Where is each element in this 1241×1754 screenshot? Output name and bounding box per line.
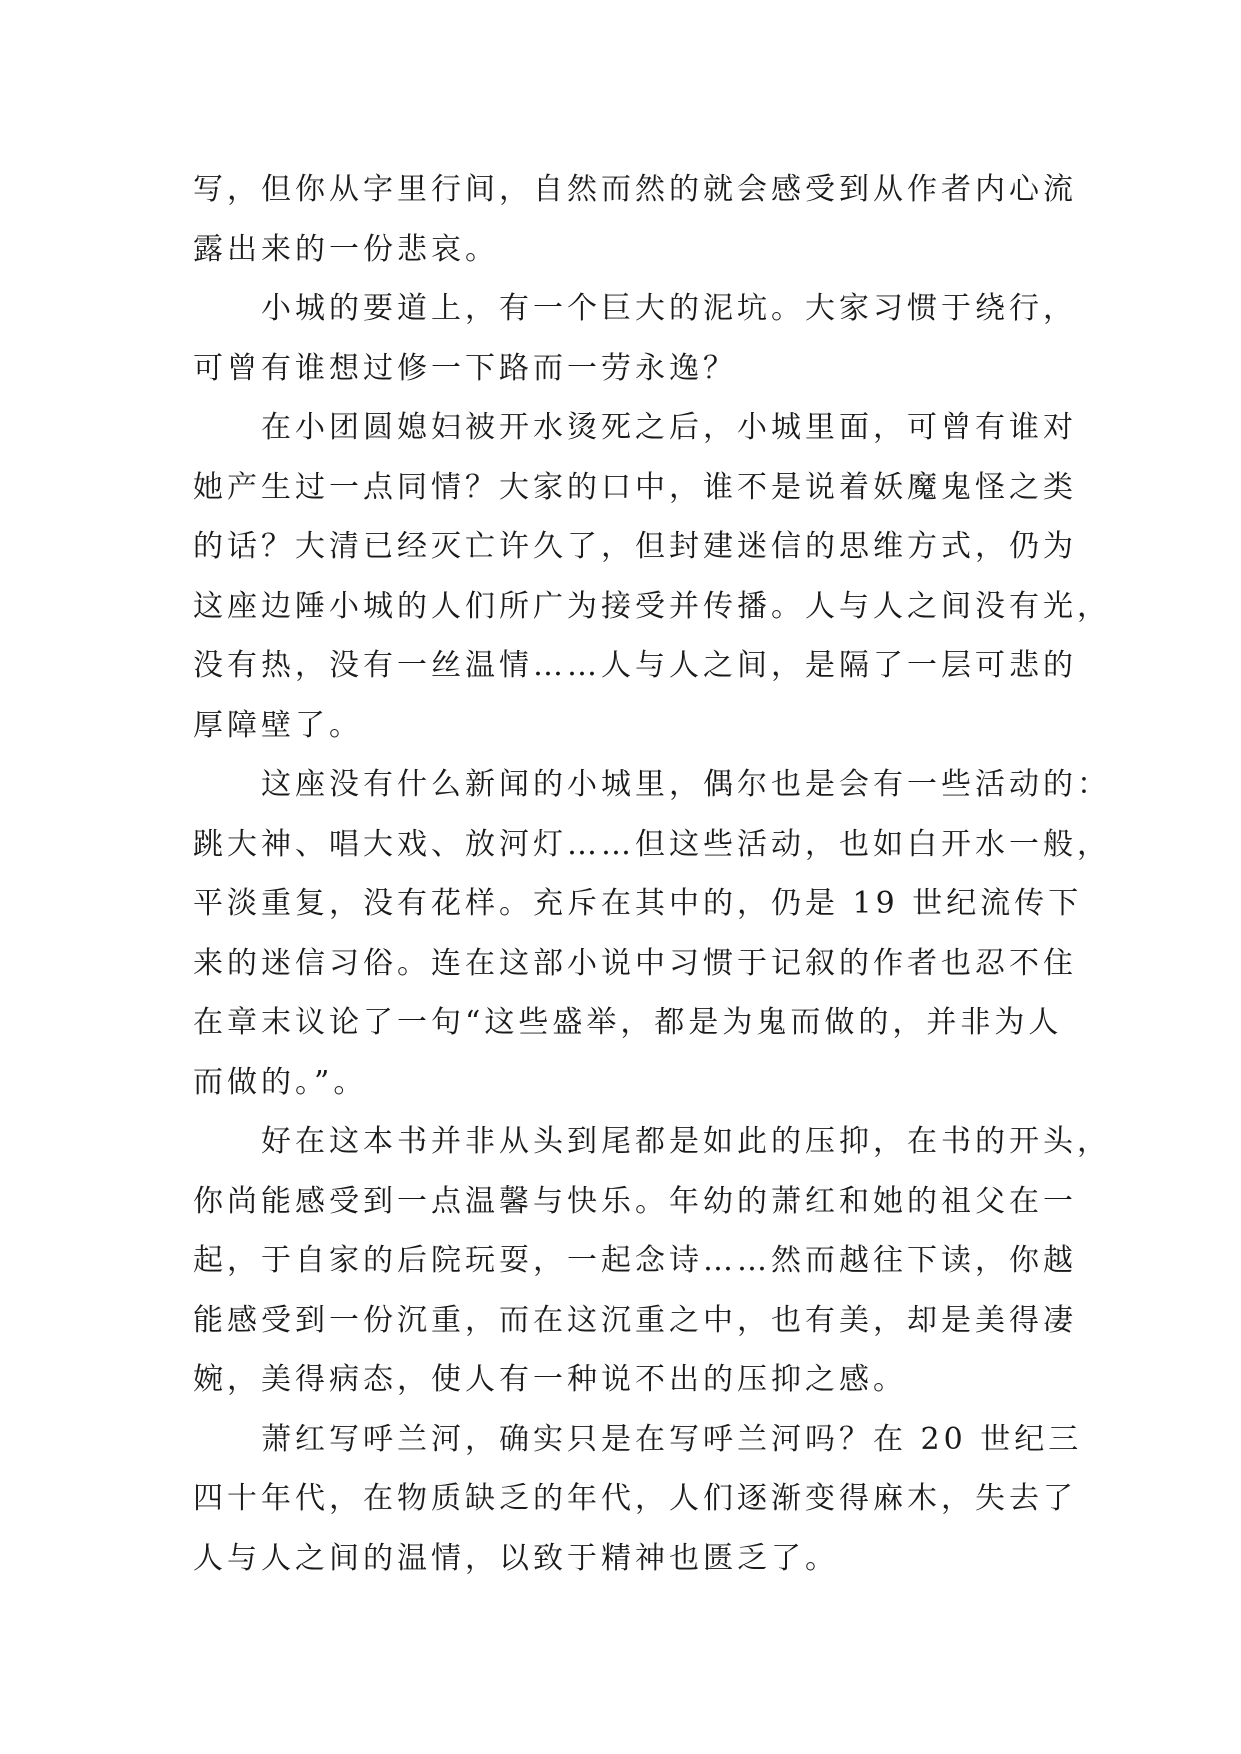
text-line: 平淡重复，没有花样。充斥在其中的，仍是 19 世纪流传下 [193, 886, 1083, 921]
text-line: 露出来的一份悲哀。 [193, 231, 499, 267]
text-line: 可曾有谁想过修一下路而一劳永逸？ [193, 350, 737, 386]
paragraph-first-line: 小城的要道上，有一个巨大的泥坑。大家习惯于绕行， [261, 291, 1077, 326]
text-line: 四十年代，在物质缺乏的年代，人们逐渐变得麻木，失去了 [193, 1481, 1077, 1516]
paragraph-first-line: 萧红写呼兰河，确实只是在写呼兰河吗？在 20 世纪三 [261, 1421, 1083, 1457]
text-line: 起，于自家的后院玩耍，一起念诗……然而越往下读，你越 [193, 1243, 1077, 1278]
text-line: 你尚能感受到一点温馨与快乐。年幼的萧红和她的祖父在一 [193, 1183, 1077, 1219]
paragraph-first-line: 在小团圆媳妇被开水烫死之后，小城里面，可曾有谁对 [261, 410, 1077, 445]
text-line: 没有热，没有一丝温情……人与人之间，是隔了一层可悲的 [193, 648, 1077, 683]
text-line: 而做的。”。 [193, 1064, 368, 1100]
text-line: 在章末议论了一句“这些盛举，都是为鬼而做的，并非为人 [193, 1005, 1063, 1040]
text-line: 人与人之间的温情，以致于精神也匮乏了。 [193, 1540, 839, 1576]
text-line: 跳大神、唱大戏、放河灯……但这些活动，也如白开水一般， [193, 826, 1111, 862]
text-line: 她产生过一点同情？大家的口中，谁不是说着妖魔鬼怪之类 [193, 469, 1077, 505]
paragraph-first-line: 好在这本书并非从头到尾都是如此的压抑，在书的开头， [261, 1124, 1111, 1159]
text-line: 写，但你从字里行间，自然而然的就会感受到从作者内心流 [193, 172, 1077, 207]
text-line: 厚障壁了。 [193, 707, 363, 743]
text-line: 来的迷信习俗。连在这部小说中习惯于记叙的作者也忍不住 [193, 945, 1077, 981]
text-line: 能感受到一份沉重，而在这沉重之中，也有美，却是美得凄 [193, 1302, 1077, 1338]
document-body [193, 160, 1111, 1588]
text-line: 婉，美得病态，使人有一种说不出的压抑之感。 [193, 1362, 907, 1397]
text-line: 的话？大清已经灭亡许久了，但封建迷信的思维方式，仍为 [193, 529, 1077, 564]
text-line: 这座边陲小城的人们所广为接受并传播。人与人之间没有光， [193, 588, 1111, 624]
paragraph-first-line: 这座没有什么新闻的小城里，偶尔也是会有一些活动的： [261, 767, 1111, 802]
